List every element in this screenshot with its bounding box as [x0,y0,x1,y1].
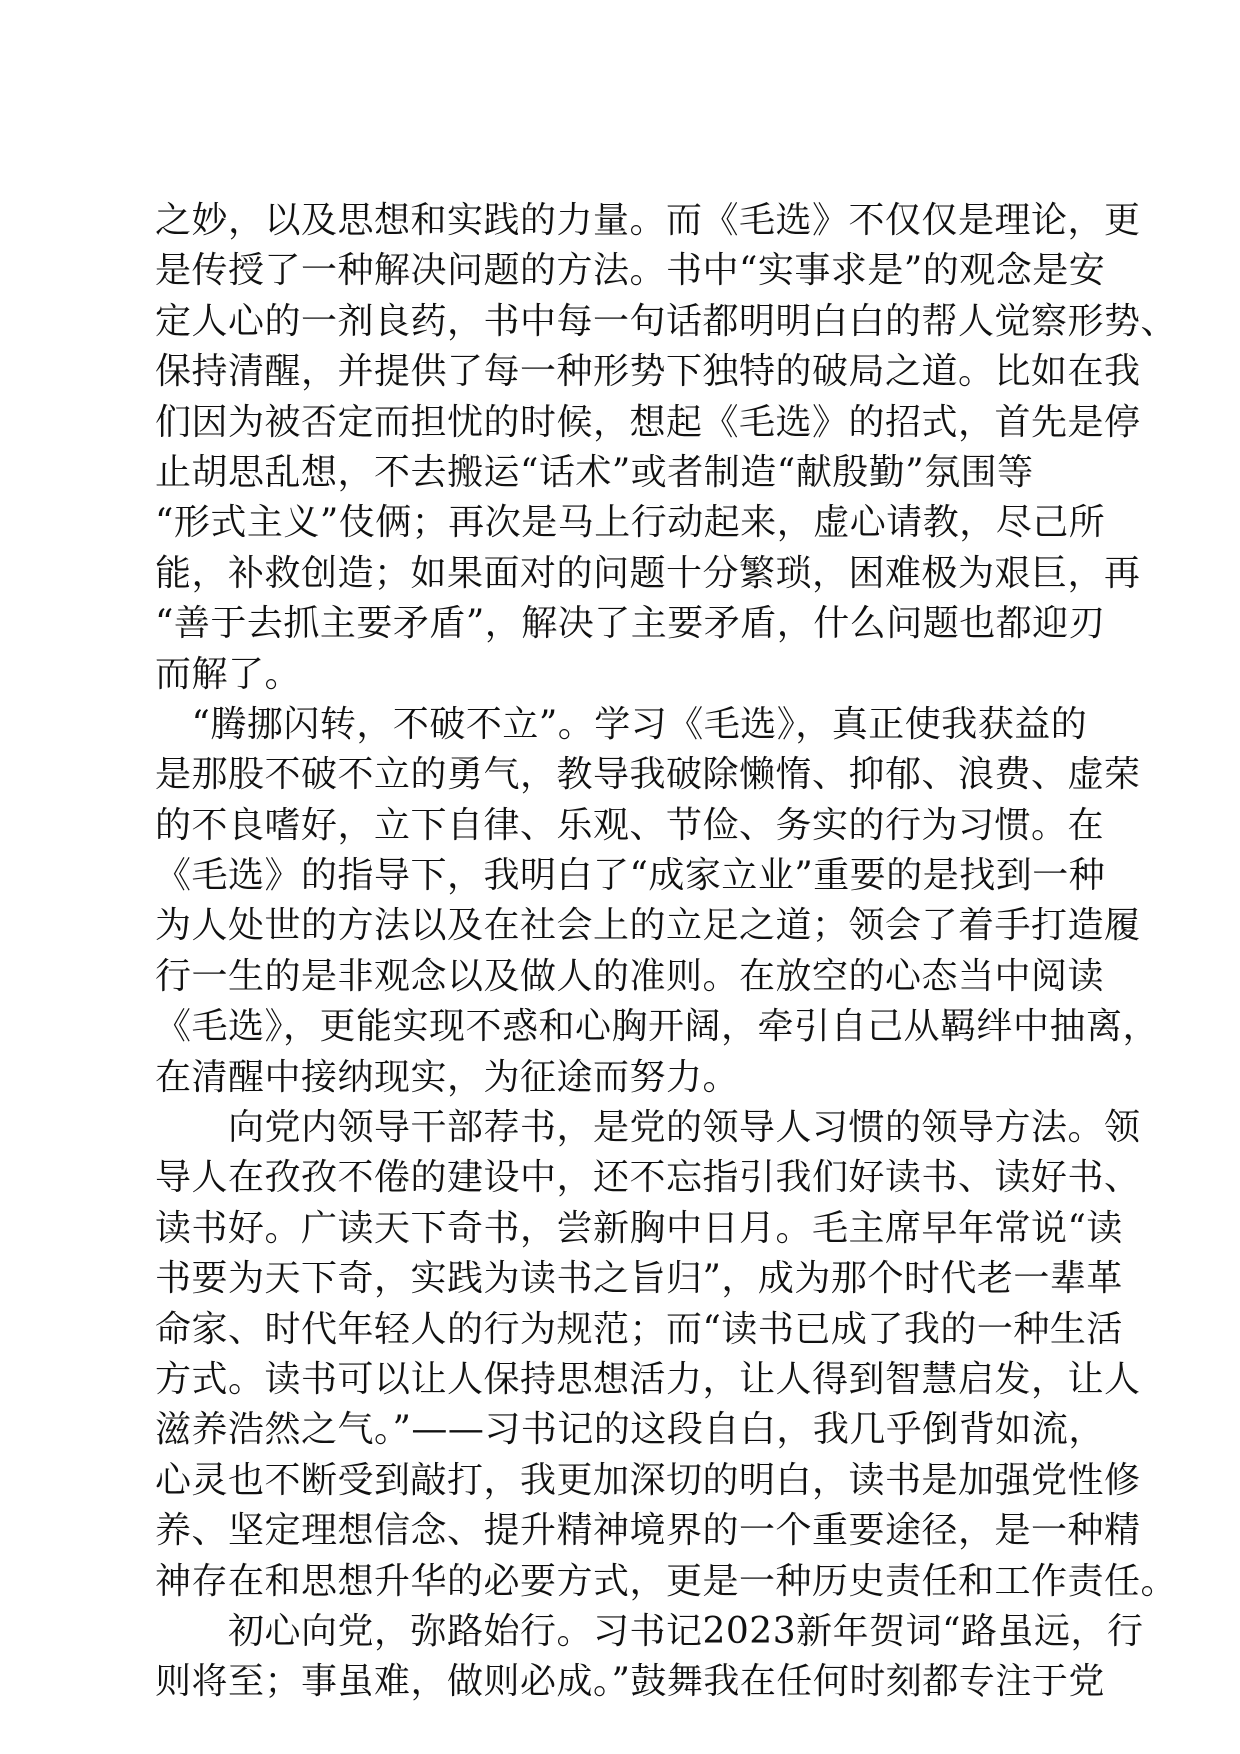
text-line: 《毛选》的指导下，我明白了“成家立业”重要的是找到一种 [155,855,1106,897]
text-line: 则将至；事虽难，做则必成。”鼓舞我在任何时刻都专注于党 [155,1661,1105,1703]
text-line: 止胡思乱想，不去搬运“话术”或者制造“献殷勤”氛围等 [155,451,1034,493]
text-line: 滋养浩然之气。”——习书记的这段自白，我几乎倒背如流， [155,1409,1105,1451]
text-line: 初心向党，弥路始行。习书记2023新年贺词“路虽远，行 [155,1610,1144,1652]
text-line: 读书好。广读天下奇书，尝新胸中日月。毛主席早年常说“读 [155,1207,1123,1249]
text-line: 能，补救创造；如果面对的问题十分繁琐，困难极为艰巨，再 [155,552,1141,594]
text-line: 导人在孜孜不倦的建设中，还不忘指引我们好读书、读好书、 [155,1157,1141,1199]
text-line: 是传授了一种解决问题的方法。书中“实事求是”的观念是安 [155,250,1106,292]
text-line: 保持清醒，并提供了每一种形势下独特的破局之道。比如在我 [155,351,1141,393]
text-line: 养、坚定理想信念、提升精神境界的一个重要途径，是一种精 [155,1510,1141,1552]
text-line: 向党内领导干部荐书，是党的领导人习惯的领导方法。领 [155,1107,1141,1149]
text-line: “腾挪闪转，不破不立”。学习《毛选》，真正使我获益的 [155,703,1088,745]
text-line: 是那股不破不立的勇气，教导我破除懒惰、抑郁、浪费、虚荣 [155,754,1141,796]
text-line: 书要为天下奇，实践为读书之旨归”，成为那个时代老一辈革 [155,1258,1123,1300]
text-line: 定人心的一剂良药，书中每一句话都明明白白的帮人觉察形势、 [155,300,1178,342]
body-text [155,196,1178,1708]
text-line: 之妙，以及思想和实践的力量。而《毛选》不仅仅是理论，更 [155,200,1141,241]
text-line: 而解了。 [155,653,302,695]
text-line: 心灵也不断受到敲打，我更加深切的明白，读书是加强党性修 [155,1459,1141,1501]
text-line: “形式主义”伎俩；再次是马上行动起来，虚心请教，尽己所 [155,502,1106,544]
text-line: 的不良嗜好，立下自律、乐观、节俭、务实的行为习惯。在 [155,804,1105,846]
text-line: 命家、时代年轻人的行为规范；而“读书已成了我的一种生活 [155,1308,1123,1350]
text-line: “善于去抓主要矛盾”，解决了主要矛盾，什么问题也都迎刃 [155,603,1106,645]
text-line: 们因为被否定而担忧的时候，想起《毛选》的招式，首先是停 [155,401,1141,443]
text-line: 《毛选》，更能实现不惑和心胸开阔，牵引自己从羁绊中抽离， [155,1006,1160,1048]
text-line: 神存在和思想升华的必要方式，更是一种历史责任和工作责任。 [155,1560,1178,1602]
text-line: 在清醒中接纳现实，为征途而努力。 [155,1056,740,1098]
text-line: 方式。读书可以让人保持思想活力，让人得到智慧启发，让人 [155,1358,1141,1400]
text-line: 为人处世的方法以及在社会上的立足之道；领会了着手打造履 [155,905,1141,947]
text-line: 行一生的是非观念以及做人的准则。在放空的心态当中阅读 [155,955,1105,997]
